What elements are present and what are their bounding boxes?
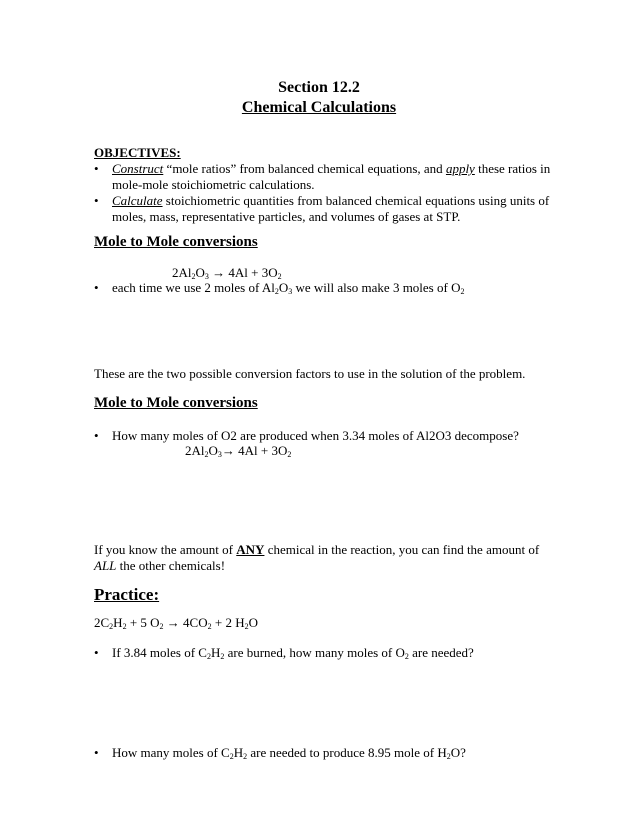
bullet-icon: • [94,193,99,208]
section-heading-mole-to-mole-2: Mole to Mole conversions [94,395,258,411]
bullet-icon: • [94,161,99,176]
section-heading-mole-to-mole: Mole to Mole conversions [94,234,258,250]
any-chemical-line-2: ALL the other chemicals! [94,558,226,573]
page-title: Chemical Calculations [241,99,397,116]
bullet-icon: • [94,645,99,660]
equation-aluminum-oxide: $2Al_2O_3 \to 4Al + 3O_2$ [172,265,282,281]
conversion-factors-note: These are the two possible conversion factors to use in the solution of the problem. [94,366,526,381]
example-equation: $2Al_2O_3\to 4Al + 3O_2$ [185,443,292,459]
objective-2-line-2: moles, mass, representative particles, and volumes of gases at STP. [112,209,461,224]
any-chemical-line-1: If you know the amount of ANY chemical in the reaction, you can find the amount of [94,542,540,557]
objective-2-line-1: Calculate stoichiometric quantities from balanced chemical equations using units of [112,193,550,208]
example-question: How many moles of O2 are produced when 3.34 moles of Al2O3 decompose? [112,428,519,443]
practice-question-1: If 3.84 moles of $C_2H_2$ are burned, how many moles of $O_2$ are needed? [112,645,474,661]
section-number: Section 12.2 [278,79,360,96]
objectives-heading: OBJECTIVES: [94,145,181,160]
practice-heading: Practice: [94,585,160,604]
bullet-icon: • [94,428,99,443]
objective-1-line-2: mole-mole stoichiometric calculations. [112,177,315,192]
bullet-icon: • [94,280,99,295]
practice-question-2: How many moles of $C_2H_2$ are needed to produce 8.95 mole of $H_2O$? [112,745,466,761]
bullet-icon: • [94,745,99,760]
mole-ratio-statement: each time we use 2 moles of $Al_2O_3$ we will also make 3 moles of $O_2$ [112,280,465,296]
combustion-equation: $2C_2H_2 + 5$ $O_2 \to 4CO_2 + 2$ $H_2O$ [94,615,258,631]
objective-1-line-1: Construct “mole ratios” from balanced chemical equations, and apply these ratios in [112,161,551,176]
